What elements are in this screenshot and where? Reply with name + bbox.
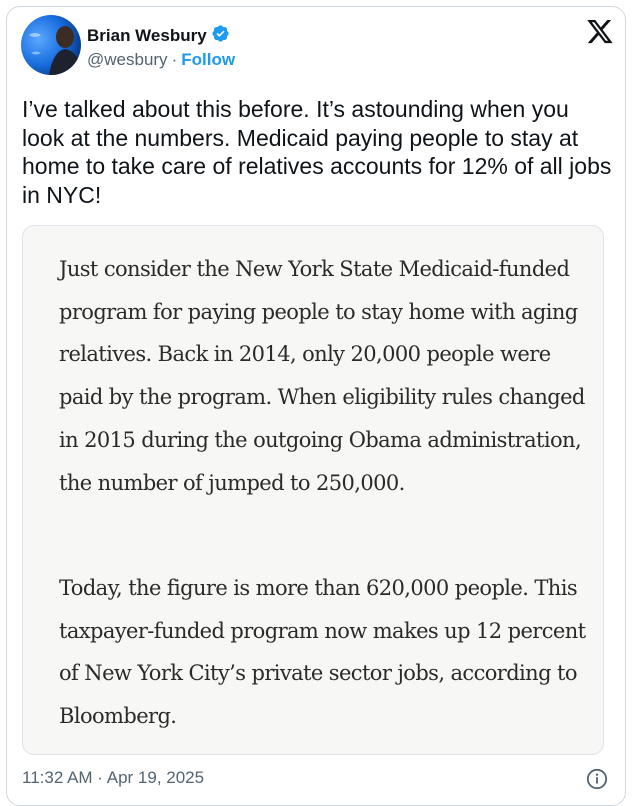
- author-name[interactable]: Brian Wesbury: [87, 26, 207, 45]
- info-icon[interactable]: [586, 768, 608, 795]
- author-name-row: [87, 24, 230, 48]
- author-handle-row: [87, 50, 235, 70]
- tweet-timestamp[interactable]: 11:32 AM · Apr 19, 2025: [22, 768, 205, 787]
- x-logo-icon[interactable]: [586, 19, 614, 50]
- quote-paragraph-2: Today, the figure is more than 620,000 people. This taxpayer-funded program now makes up 12 percent of New York City’s private sector jobs, according to Bloomberg.: [59, 576, 586, 729]
- separator-dot: ·: [171, 50, 178, 69]
- verified-badge-icon: [211, 24, 230, 48]
- avatar-image: [21, 15, 81, 75]
- tweet-text: I’ve talked about this before. It’s astounding when you look at the numbers. Medicaid paying people to stay at home to take care of relatives accounts for 12% of all jobs in NYC!: [22, 96, 612, 208]
- author-handle[interactable]: @wesbury: [87, 50, 168, 69]
- avatar[interactable]: [21, 15, 81, 75]
- quoted-article-image[interactable]: [22, 225, 604, 755]
- follow-button[interactable]: Follow: [181, 50, 236, 69]
- quote-paragraph-1: Just consider the New York State Medicaid-funded program for paying people to stay home with aging relatives. Back in 2014, only 20,000 people were paid by the program. When eligibility rules changed in 2015 during the outgoing Obama administration, the number of jumped to 250,000.: [59, 257, 585, 495]
